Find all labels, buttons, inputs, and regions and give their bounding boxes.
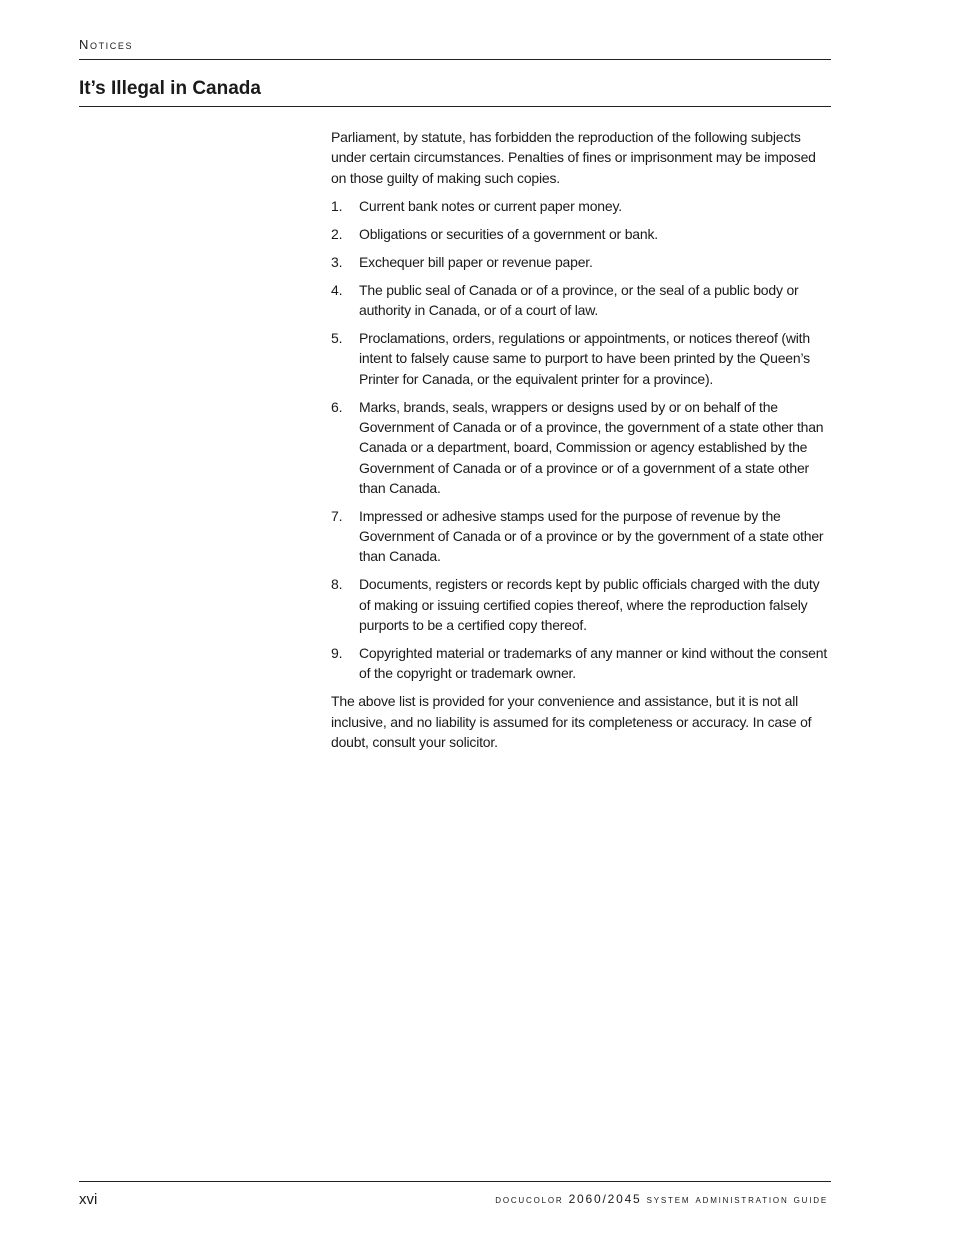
list-item-text: Obligations or securities of a government or bank. — [359, 225, 658, 242]
body-column — [331, 127, 831, 760]
list-item-number: 4. — [331, 281, 343, 298]
closing-paragraph: The above list is provided for your convenience and assistance, but it is not all inclusive, and no liability is assumed for its completeness or accuracy. In case of doubt, consult your solicitor. — [331, 693, 812, 750]
header-rule — [79, 59, 831, 60]
list-item — [331, 252, 831, 272]
list-item — [331, 506, 831, 567]
list-item — [331, 643, 831, 684]
list-item — [331, 196, 831, 216]
list-item-text: Proclamations, orders, regulations or appointments, or notices thereof (with intent to falsely cause same to purport to have been printed by the Queen’s Printer for Canada, or the equivalent printer for a province). — [359, 330, 810, 387]
list-item — [331, 224, 831, 244]
list-item-number: 7. — [331, 507, 343, 524]
list-item-text: Impressed or adhesive stamps used for the purpose of revenue by the Government of Canada or of a province or by the government of a state other than Canada. — [359, 507, 824, 565]
prohibited-items-list — [331, 196, 831, 684]
list-item — [331, 328, 831, 389]
intro-paragraph: Parliament, by statute, has forbidden the reproduction of the following subjects under certain circumstances. Penalties of fines or imprisonment may be imposed on those guilty of making such copies. — [331, 129, 816, 186]
footer-rule — [79, 1181, 831, 1182]
list-item-text: Copyrighted material or trademarks of any manner or kind without the consent of the copyright or trademark owner. — [359, 645, 828, 682]
section-title: It’s Illegal in Canada — [79, 78, 261, 99]
list-item — [331, 397, 831, 498]
title-rule — [79, 106, 831, 107]
list-item — [331, 574, 831, 635]
list-item-number: 9. — [331, 645, 343, 662]
list-item-text: Documents, registers or records kept by public officials charged with the duty of making or issuing certified copies thereof, where the reproduction falsely purports to be a certified copy thereof. — [359, 576, 820, 634]
list-item-text: The public seal of Canada or of a province, or the seal of a public body or authority in Canada, or of a court of law. — [359, 281, 799, 319]
list-item-number: 8. — [331, 576, 343, 593]
guide-title: docucolor 2060/2045 system administration guide — [495, 1192, 828, 1206]
list-item-text: Current bank notes or current paper money. — [359, 197, 622, 214]
list-item-number: 3. — [331, 253, 343, 270]
list-item — [331, 280, 831, 321]
list-item-text: Exchequer bill paper or revenue paper. — [359, 253, 593, 270]
list-item-number: 1. — [331, 197, 343, 214]
running-head: Notices — [79, 37, 134, 52]
page-number: xvi — [79, 1191, 98, 1208]
list-item-number: 6. — [331, 398, 343, 415]
list-item-number: 5. — [331, 330, 343, 347]
list-item-text: Marks, brands, seals, wrappers or designs used by or on behalf of the Government of Canada or of a province, the government of a state other than Canada or a department, board, Commission or agency established by the Government of Canada or of a province or of a government of a state other than Canada. — [359, 398, 824, 496]
list-item-number: 2. — [331, 225, 343, 242]
